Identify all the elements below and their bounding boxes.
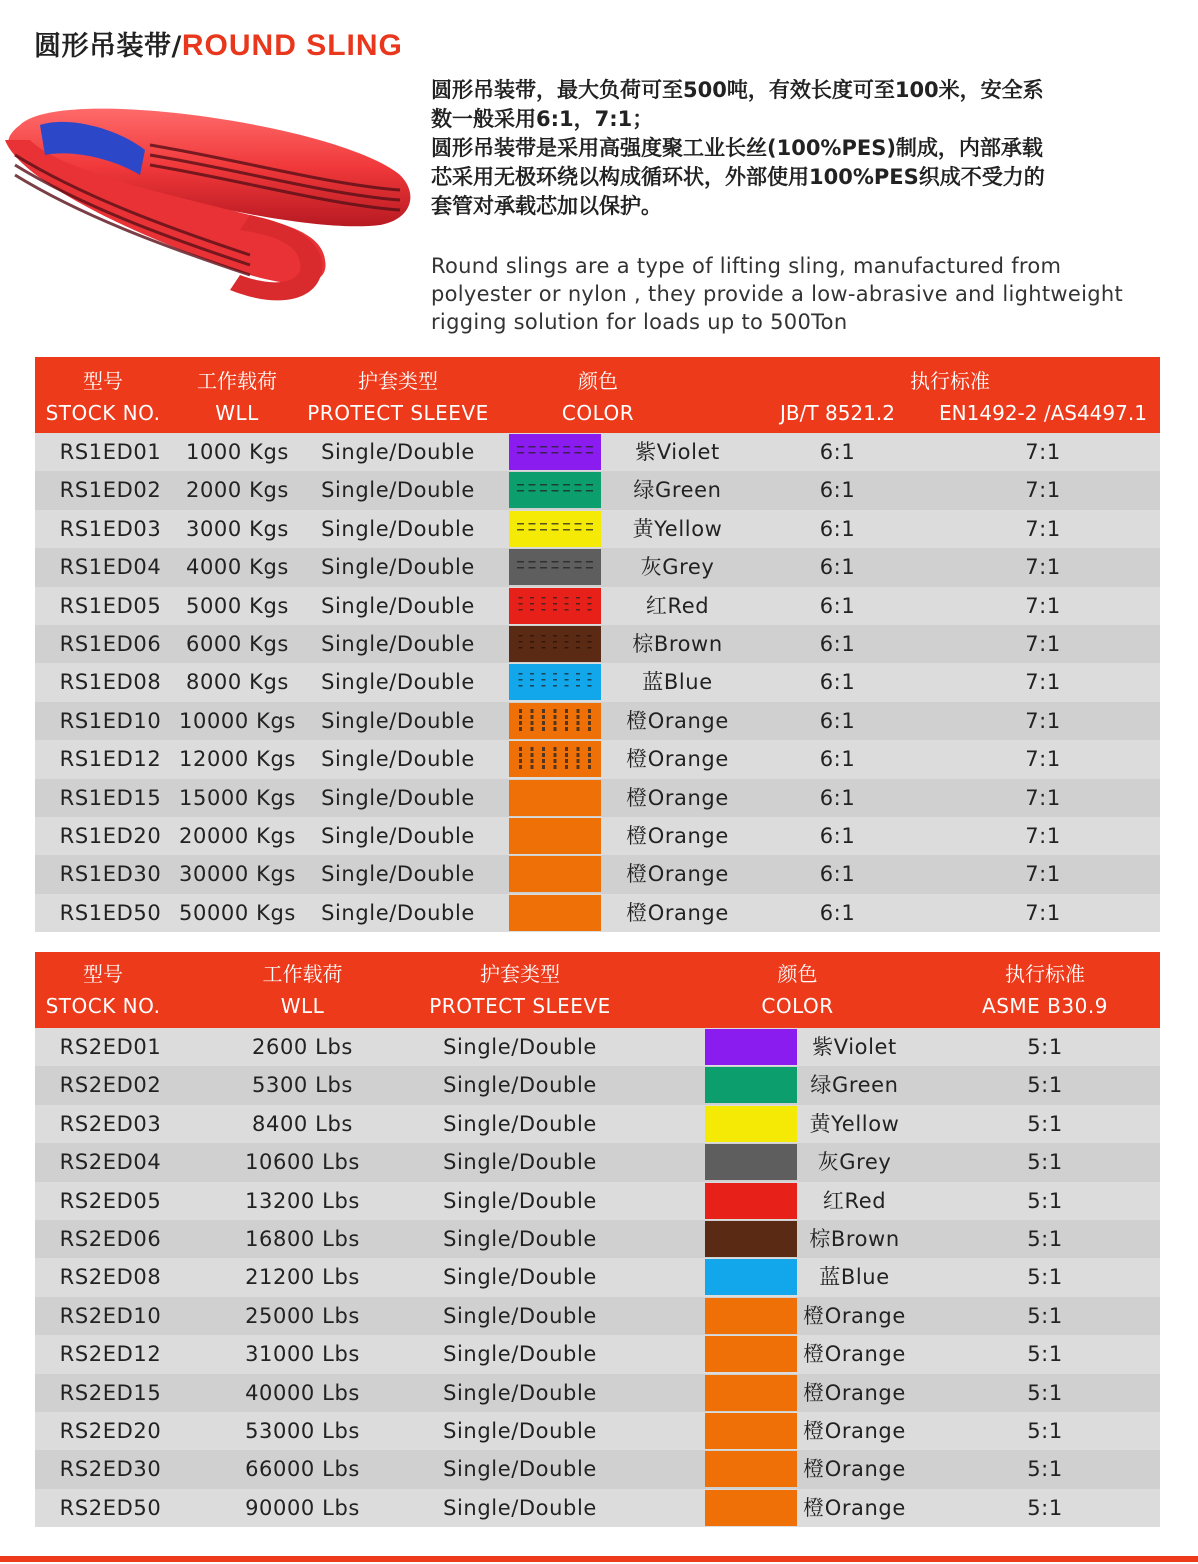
cell-jb-ratio: 6:1 (819, 862, 856, 887)
table-row (35, 740, 1160, 778)
header-standard-en: EN1492-2 /AS4497.1 (939, 401, 1147, 425)
color-swatch (509, 626, 601, 662)
color-swatch (509, 780, 601, 816)
cell-color-name: 橙Orange (803, 1342, 906, 1367)
color-swatch (705, 1375, 797, 1411)
color-swatch (705, 1451, 797, 1487)
color-swatch (705, 1413, 797, 1449)
color-swatch (705, 1298, 797, 1334)
stripe-pattern (509, 549, 601, 585)
round-sling-image (0, 85, 420, 325)
cell-sleeve: Single/Double (443, 1380, 597, 1405)
table-row (35, 1489, 1160, 1527)
cell-wll: 8400 Lbs (252, 1111, 353, 1136)
color-swatch (509, 511, 601, 547)
page-title-cn: 圆形吊装带/ (34, 31, 182, 62)
stripe-pattern (509, 588, 601, 624)
cell-jb-ratio: 6:1 (819, 785, 856, 810)
cell-en-ratio: 7:1 (1025, 862, 1061, 887)
cell-stock: RS2ED15 (59, 1380, 162, 1405)
table-row (35, 779, 1160, 817)
description-cn-line: 套管对承载芯加以保护。 (431, 194, 662, 218)
cell-stock: RS1ED20 (59, 823, 162, 848)
cell-wll: 16800 Lbs (245, 1226, 360, 1251)
table-row (35, 1028, 1160, 1066)
cell-wll: 20000 Kgs (179, 823, 296, 848)
cell-jb-ratio: 6:1 (819, 631, 856, 656)
header-wll-cn: 工作载荷 (197, 369, 277, 393)
cell-stock: RS2ED04 (59, 1150, 162, 1175)
cell-en-ratio: 7:1 (1025, 516, 1061, 541)
cell-stock: RS1ED10 (59, 708, 162, 733)
cell-color-name: 橙Orange (626, 708, 729, 733)
header-sleeve (303, 365, 493, 429)
header-standard-asme: ASME B30.9 (982, 994, 1108, 1018)
cell-jb-ratio: 6:1 (819, 747, 856, 772)
header-standard-cn: 执行标准 (1005, 962, 1085, 986)
cell-wll: 13200 Lbs (245, 1188, 360, 1213)
cell-color-name: 蓝Blue (642, 670, 713, 695)
cell-wll: 6000 Kgs (186, 631, 289, 656)
cell-color-name: 橙Orange (626, 862, 729, 887)
header-sleeve-cn: 护套类型 (358, 369, 438, 393)
cell-stock: RS1ED50 (59, 900, 162, 925)
cell-color-name: 绿Green (810, 1073, 899, 1098)
cell-wll: 2600 Lbs (252, 1035, 353, 1059)
cell-color-name: 橙Orange (626, 900, 729, 925)
cell-wll: 90000 Lbs (245, 1495, 360, 1520)
color-swatch (509, 549, 601, 585)
cell-asme-ratio: 5:1 (1027, 1188, 1063, 1213)
cell-jb-ratio: 6:1 (819, 823, 856, 848)
header-sleeve-cn: 护套类型 (480, 962, 560, 986)
cell-color-name: 蓝Blue (819, 1265, 890, 1290)
page-title (34, 24, 403, 63)
table-row (35, 510, 1160, 548)
cell-en-ratio: 7:1 (1025, 708, 1061, 733)
cell-color-name: 橙Orange (626, 747, 729, 772)
cell-stock: RS2ED02 (59, 1073, 162, 1098)
header-standard (970, 958, 1120, 1022)
cell-sleeve: Single/Double (321, 708, 475, 733)
color-swatch (705, 1336, 797, 1372)
cell-color-name: 黄Yellow (809, 1111, 900, 1136)
cell-stock: RS1ED15 (59, 785, 162, 810)
cell-sleeve: Single/Double (443, 1495, 597, 1520)
cell-sleeve: Single/Double (443, 1226, 597, 1251)
cell-color-name: 橙Orange (803, 1303, 906, 1328)
cell-stock: RS2ED01 (59, 1035, 162, 1059)
cell-jb-ratio: 6:1 (819, 516, 856, 541)
cell-color-name: 紫Violet (812, 1035, 897, 1059)
color-swatch (705, 1259, 797, 1295)
table-row (35, 702, 1160, 740)
header-wll-cn: 工作载荷 (262, 962, 343, 986)
cell-stock: RS2ED12 (59, 1342, 162, 1367)
cell-color-name: 绿Green (633, 478, 722, 503)
cell-stock: RS1ED08 (59, 670, 162, 695)
cell-en-ratio: 7:1 (1025, 440, 1061, 464)
header-sleeve (425, 958, 615, 1022)
color-swatch (509, 472, 601, 508)
cell-color-name: 橙Orange (803, 1380, 906, 1405)
cell-sleeve: Single/Double (321, 478, 475, 503)
cell-wll: 10000 Kgs (179, 708, 296, 733)
cell-asme-ratio: 5:1 (1027, 1265, 1063, 1290)
cell-stock: RS1ED06 (59, 631, 162, 656)
description-cn-line: 数一般采用6:1，7:1； (431, 107, 654, 131)
cell-jb-ratio: 6:1 (819, 670, 856, 695)
cell-en-ratio: 7:1 (1025, 593, 1061, 618)
color-swatch (705, 1183, 797, 1219)
cell-color-name: 灰Grey (640, 555, 715, 580)
header-stock (43, 958, 163, 1022)
color-swatch (509, 895, 601, 931)
color-swatch (509, 818, 601, 854)
header-color (735, 958, 860, 1022)
table-row (35, 625, 1160, 663)
cell-sleeve: Single/Double (443, 1188, 597, 1213)
table-row (35, 663, 1160, 701)
table-row (35, 817, 1160, 855)
table-body (35, 433, 1160, 932)
header-standard-cn: 执行标准 (910, 369, 990, 393)
header-sleeve-en: PROTECT SLEEVE (307, 401, 489, 425)
cell-wll: 2000 Kgs (186, 478, 289, 503)
cell-sleeve: Single/Double (321, 516, 475, 541)
cell-wll: 21200 Lbs (245, 1265, 360, 1290)
cell-wll: 40000 Lbs (245, 1380, 360, 1405)
table-row (35, 587, 1160, 625)
cell-asme-ratio: 5:1 (1027, 1035, 1063, 1059)
stripe-pattern (509, 472, 601, 508)
header-color-cn: 颜色 (777, 962, 818, 986)
header-wll-en: WLL (280, 994, 325, 1018)
cell-stock: RS1ED02 (59, 478, 162, 503)
table-row (35, 1182, 1160, 1220)
table-row (35, 1412, 1160, 1450)
cell-wll: 53000 Lbs (245, 1418, 360, 1443)
cell-sleeve: Single/Double (321, 785, 475, 810)
cell-color-name: 橙Orange (626, 785, 729, 810)
header-wll (240, 958, 365, 1022)
cell-sleeve: Single/Double (443, 1111, 597, 1136)
cell-stock: RS2ED50 (59, 1495, 162, 1520)
cell-sleeve: Single/Double (321, 670, 475, 695)
table-header (35, 952, 1160, 1028)
color-swatch (705, 1144, 797, 1180)
cell-en-ratio: 7:1 (1025, 785, 1061, 810)
header-stock-en: STOCK NO. (45, 401, 161, 425)
cell-sleeve: Single/Double (321, 747, 475, 772)
cell-stock: RS1ED01 (59, 440, 162, 464)
table-header (35, 357, 1160, 433)
header-color-en: COLOR (561, 401, 635, 425)
stripe-pattern (509, 703, 601, 739)
table-row (35, 855, 1160, 893)
stripe-pattern (509, 511, 601, 547)
cell-sleeve: Single/Double (321, 631, 475, 656)
cell-wll: 30000 Kgs (179, 862, 296, 887)
cell-jb-ratio: 6:1 (819, 440, 856, 464)
header-color-en: COLOR (761, 994, 834, 1018)
cell-jb-ratio: 6:1 (819, 593, 856, 618)
cell-en-ratio: 7:1 (1025, 747, 1061, 772)
cell-sleeve: Single/Double (443, 1265, 597, 1290)
cell-en-ratio: 7:1 (1025, 478, 1061, 503)
cell-stock: RS2ED06 (59, 1226, 162, 1251)
color-swatch (509, 434, 601, 470)
cell-stock: RS1ED04 (59, 555, 162, 580)
description-en-line: polyester or nylon , they provide a low-abrasive and lightweight (431, 282, 1123, 306)
table-row (35, 1297, 1160, 1335)
cell-en-ratio: 7:1 (1025, 900, 1061, 925)
cell-stock: RS2ED08 (59, 1265, 162, 1290)
header-standard-jb: JB/T 8521.2 (780, 401, 895, 425)
color-swatch (705, 1067, 797, 1103)
table-row (35, 1450, 1160, 1488)
cell-wll: 12000 Kgs (179, 747, 296, 772)
cell-asme-ratio: 5:1 (1027, 1226, 1063, 1251)
cell-sleeve: Single/Double (443, 1457, 597, 1482)
cell-wll: 10600 Lbs (245, 1150, 360, 1175)
cell-stock: RS2ED05 (59, 1188, 162, 1213)
header-sleeve-en: PROTECT SLEEVE (429, 994, 611, 1018)
cell-wll: 25000 Lbs (245, 1303, 360, 1328)
cell-color-name: 红Red (822, 1188, 887, 1213)
cell-wll: 66000 Lbs (245, 1457, 360, 1482)
cell-stock: RS2ED30 (59, 1457, 162, 1482)
color-swatch (705, 1029, 797, 1065)
table-row (35, 471, 1160, 509)
cell-sleeve: Single/Double (443, 1035, 597, 1059)
cell-sleeve: Single/Double (443, 1303, 597, 1328)
cell-color-name: 灰Grey (817, 1150, 892, 1175)
cell-asme-ratio: 5:1 (1027, 1495, 1063, 1520)
table-row (35, 1066, 1160, 1104)
cell-en-ratio: 7:1 (1025, 670, 1061, 695)
cell-wll: 5000 Kgs (186, 593, 289, 618)
table-body (35, 1028, 1160, 1527)
cell-sleeve: Single/Double (321, 823, 475, 848)
cell-color-name: 橙Orange (626, 823, 729, 848)
stripe-pattern (509, 434, 601, 470)
cell-jb-ratio: 6:1 (819, 478, 856, 503)
header-standard (765, 365, 1135, 397)
header-stock-cn: 型号 (83, 962, 123, 986)
table-row (35, 1220, 1160, 1258)
imperial-spec-table (35, 952, 1160, 1527)
cell-stock: RS1ED30 (59, 862, 162, 887)
description-en (431, 252, 1151, 336)
color-swatch (705, 1106, 797, 1142)
description-en-line: rigging solution for loads up to 500Ton (431, 310, 848, 334)
cell-color-name: 棕Brown (809, 1226, 900, 1251)
description-cn-line: 圆形吊装带，最大负荷可至500吨，有效长度可至100米，安全系 (431, 78, 1044, 102)
cell-wll: 15000 Kgs (179, 785, 296, 810)
cell-wll: 8000 Kgs (186, 670, 289, 695)
description-cn (431, 76, 1161, 221)
table-row (35, 433, 1160, 471)
color-swatch (705, 1490, 797, 1526)
cell-stock: RS2ED20 (59, 1418, 162, 1443)
cell-wll: 3000 Kgs (186, 516, 289, 541)
cell-sleeve: Single/Double (321, 900, 475, 925)
cell-color-name: 红Red (645, 593, 710, 618)
description-cn-line: 圆形吊装带是采用高强度聚工业长丝(100%PES)制成，内部承载 (431, 136, 1043, 160)
cell-sleeve: Single/Double (443, 1342, 597, 1367)
cell-stock: RS1ED03 (59, 516, 162, 541)
cell-color-name: 橙Orange (803, 1495, 906, 1520)
table-row (35, 548, 1160, 586)
page-title-en: ROUND SLING (181, 29, 403, 62)
cell-asme-ratio: 5:1 (1027, 1303, 1063, 1328)
header-wll-en: WLL (215, 401, 259, 425)
cell-en-ratio: 7:1 (1025, 823, 1061, 848)
cell-asme-ratio: 5:1 (1027, 1418, 1063, 1443)
cell-wll: 1000 Kgs (186, 440, 289, 464)
cell-stock: RS1ED12 (59, 747, 162, 772)
cell-sleeve: Single/Double (443, 1418, 597, 1443)
cell-stock: RS2ED03 (59, 1111, 162, 1136)
cell-asme-ratio: 5:1 (1027, 1380, 1063, 1405)
cell-asme-ratio: 5:1 (1027, 1073, 1063, 1098)
table-row (35, 1258, 1160, 1296)
cell-sleeve: Single/Double (321, 555, 475, 580)
cell-en-ratio: 7:1 (1025, 555, 1061, 580)
color-swatch (509, 588, 601, 624)
color-swatch (509, 664, 601, 700)
cell-color-name: 棕Brown (632, 631, 723, 656)
cell-jb-ratio: 6:1 (819, 708, 856, 733)
cell-stock: RS2ED10 (59, 1303, 162, 1328)
header-wll (177, 365, 297, 429)
cell-color-name: 橙Orange (803, 1418, 906, 1443)
cell-wll: 5300 Lbs (252, 1073, 353, 1098)
stripe-pattern (509, 626, 601, 662)
cell-wll: 50000 Kgs (179, 900, 296, 925)
cell-asme-ratio: 5:1 (1027, 1111, 1063, 1136)
cell-color-name: 紫Violet (635, 440, 720, 464)
color-swatch (509, 856, 601, 892)
footer-bar (0, 1556, 1198, 1562)
table-row (35, 1374, 1160, 1412)
cell-sleeve: Single/Double (443, 1073, 597, 1098)
cell-stock: RS1ED05 (59, 593, 162, 618)
cell-color-name: 橙Orange (803, 1457, 906, 1482)
cell-asme-ratio: 5:1 (1027, 1457, 1063, 1482)
cell-color-name: 黄Yellow (632, 516, 723, 541)
header-stock (43, 365, 163, 429)
header-color (538, 365, 658, 429)
cell-wll: 31000 Lbs (245, 1342, 360, 1367)
table-row (35, 1105, 1160, 1143)
color-swatch (705, 1221, 797, 1257)
description-cn-line: 芯采用无极环绕以构成循环状，外部使用100%PES织成不受力的 (431, 165, 1045, 189)
color-swatch (509, 703, 601, 739)
stripe-pattern (509, 741, 601, 777)
cell-sleeve: Single/Double (443, 1150, 597, 1175)
cell-wll: 4000 Kgs (186, 555, 289, 580)
header-stock-cn: 型号 (83, 369, 123, 393)
table-row (35, 1143, 1160, 1181)
cell-asme-ratio: 5:1 (1027, 1150, 1063, 1175)
cell-jb-ratio: 6:1 (819, 555, 856, 580)
cell-asme-ratio: 5:1 (1027, 1342, 1063, 1367)
cell-jb-ratio: 6:1 (819, 900, 856, 925)
color-swatch (509, 741, 601, 777)
cell-sleeve: Single/Double (321, 440, 475, 464)
metric-spec-table (35, 357, 1160, 932)
description-en-line: Round slings are a type of lifting sling, manufactured from (431, 254, 1062, 278)
cell-sleeve: Single/Double (321, 862, 475, 887)
cell-sleeve: Single/Double (321, 593, 475, 618)
table-row (35, 1335, 1160, 1373)
table-row (35, 894, 1160, 932)
cell-en-ratio: 7:1 (1025, 631, 1061, 656)
header-color-cn: 颜色 (578, 369, 618, 393)
header-stock-en: STOCK NO. (45, 994, 161, 1018)
stripe-pattern (509, 664, 601, 700)
